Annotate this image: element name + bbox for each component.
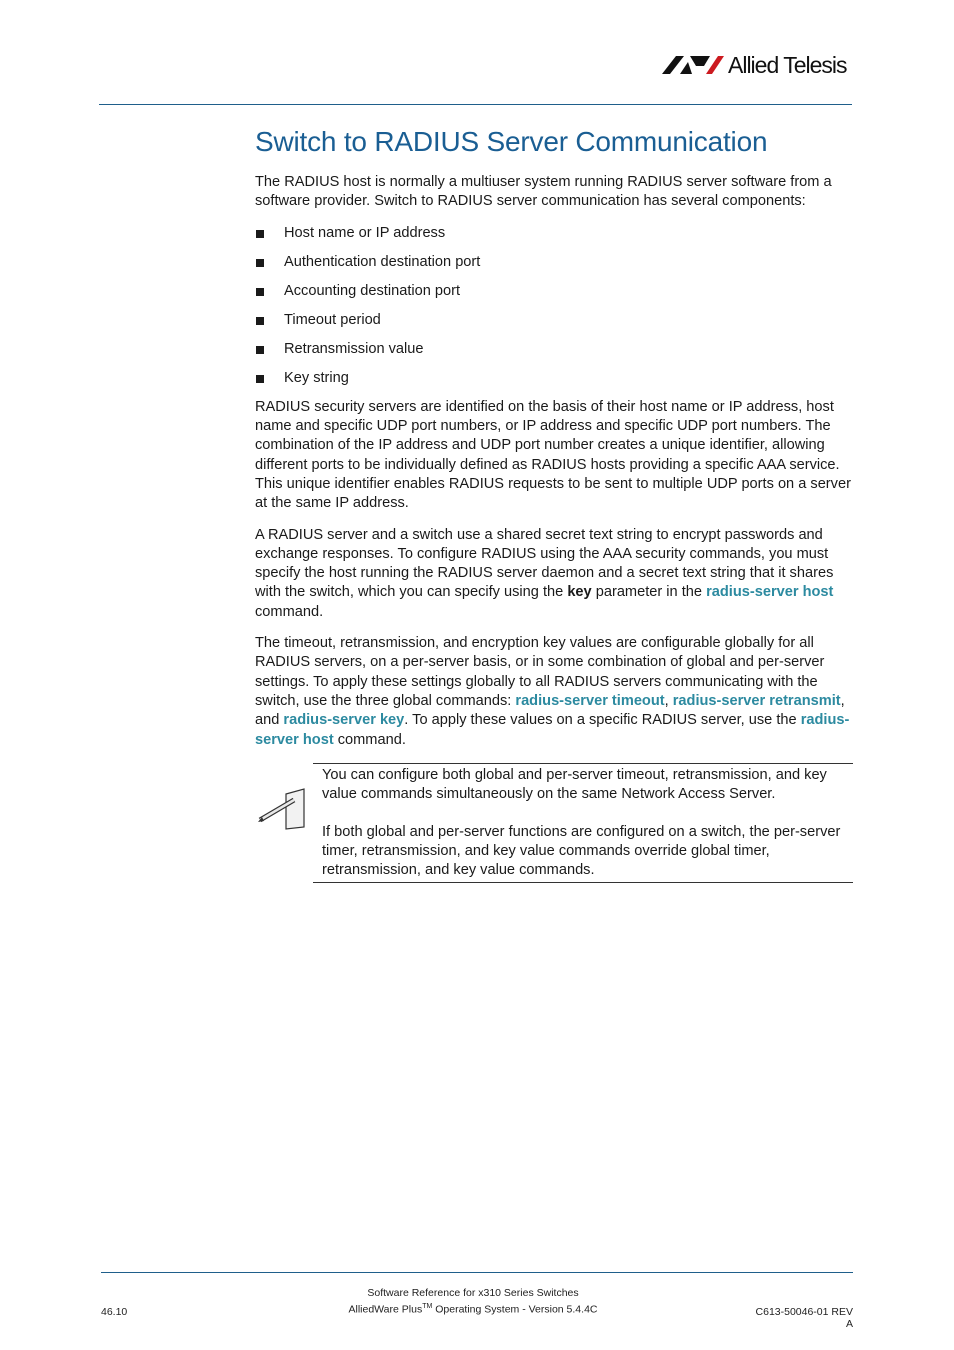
- note-box: [313, 763, 853, 883]
- page-title: Switch to RADIUS Server Communication: [255, 126, 768, 157]
- main-content: [255, 126, 853, 762]
- header-rule: [99, 104, 852, 105]
- footer-os-version: AlliedWare Plus™ Operating System - Version 5.4.4C: [348, 1303, 598, 1316]
- list-item: Authentication destination port: [255, 253, 853, 272]
- note-paragraph: If both global and per-server functions are configured on a switch, the per-server timer, retransmission, and key value commands override global timer, retransmission, and key value commands.: [322, 823, 841, 879]
- bullet-square-icon: [256, 346, 264, 354]
- list-item: Host name or IP address: [255, 224, 853, 243]
- radius-server-retransmit-link[interactable]: radius-server retransmit: [672, 692, 841, 709]
- identifier-paragraph: RADIUS security servers are identified on the basis of their host name or IP address, host name and specific UDP port numbers, or IP address and specific UDP port numbers. The combination of the IP address and UDP port number creates a unique identifier, allowing different ports to be individually defined as RADIUS hosts providing a specific AAA service. This unique identifier enables RADIUS requests to be sent to multiple UDP ports on a server at the same IP address.: [255, 398, 851, 512]
- global-settings-paragraph: The timeout, retransmission, and encryption key values are configurable globally for all RADIUS servers, on a per-server basis, or in some combination of global and per-server settings. To apply these settings globally to all RADIUS servers communicating with the switch, use the three global commands: radius-server timeout, radius-server retransmit, and radius-server key. To apply these values on a specific RADIUS server, use the radius-server host command.: [255, 635, 850, 748]
- list-item: Timeout period: [255, 311, 853, 330]
- bullet-square-icon: [256, 259, 264, 267]
- bullet-square-icon: [256, 230, 264, 238]
- list-item: Accounting destination port: [255, 282, 853, 301]
- radius-server-host-link[interactable]: radius-server host: [706, 584, 834, 601]
- logo-text: Allied Telesis: [728, 51, 847, 78]
- list-item: Retransmission value: [255, 340, 853, 359]
- intro-paragraph: The RADIUS host is normally a multiuser system running RADIUS server software from a software provider. Switch to RADIUS server communication has several components:: [255, 174, 832, 210]
- note-paragraph: You can configure both global and per-server timeout, retransmission, and key value commands simultaneously on the same Network Access Server.: [322, 767, 827, 803]
- footer-doc-title: Software Reference for x310 Series Switches: [367, 1287, 579, 1299]
- radius-server-host-link[interactable]: radius-server host: [255, 712, 850, 748]
- bullet-square-icon: [256, 288, 264, 296]
- page-number: 46.10: [101, 1306, 128, 1318]
- shared-secret-paragraph: A RADIUS server and a switch use a shared secret text string to encrypt passwords and exchange responses. To configure RADIUS using the AAA security commands, you must specify the host running the RADIUS server daemon and a secret text string that it shares with the switch, which you can specify using the key parameter in the radius-server host command.: [255, 526, 834, 620]
- bullet-square-icon: [256, 375, 264, 383]
- pencil-icon: [258, 787, 306, 836]
- bullet-square-icon: [256, 317, 264, 325]
- radius-server-key-link[interactable]: radius-server key: [283, 712, 405, 729]
- key-parameter: key: [567, 584, 592, 601]
- list-item: Key string: [255, 369, 853, 388]
- allied-telesis-logo: [660, 52, 847, 78]
- footer-rule: [101, 1272, 853, 1273]
- components-list: [255, 224, 853, 388]
- radius-server-timeout-link[interactable]: radius-server timeout: [515, 692, 665, 709]
- doc-code: C613-50046-01 REV A: [755, 1306, 853, 1330]
- logo-mark-icon: [660, 54, 724, 76]
